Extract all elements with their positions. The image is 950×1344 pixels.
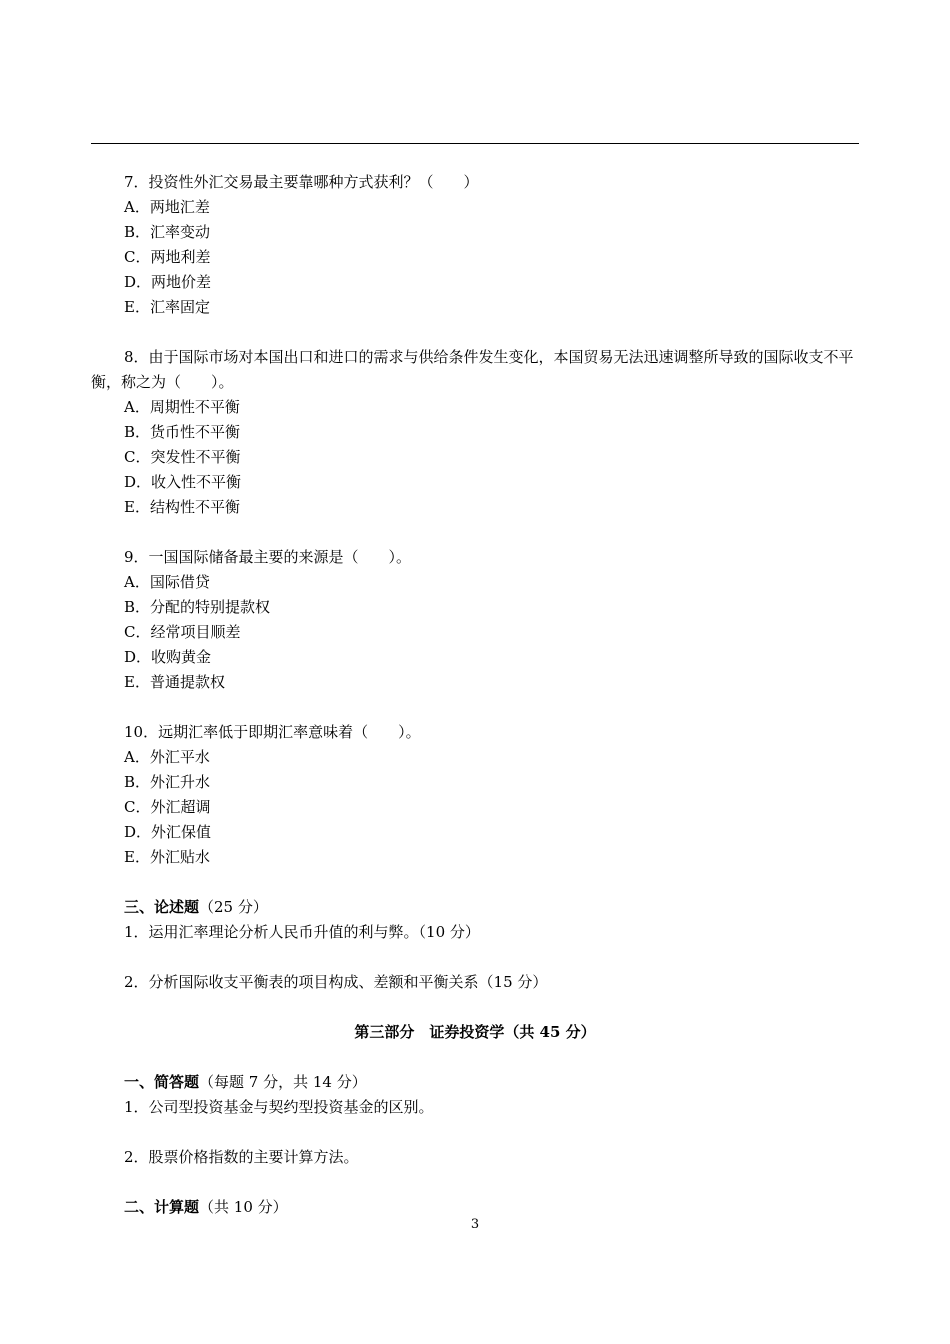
question-10 <box>91 720 859 870</box>
document-body <box>91 170 859 1220</box>
question-8 <box>91 345 859 520</box>
option: D．两地价差 <box>124 273 212 291</box>
short-answer-item: 1．公司型投资基金与契约型投资基金的区别。 <box>124 1098 434 1116</box>
option: D．收购黄金 <box>124 648 212 666</box>
option: B．货币性不平衡 <box>124 423 241 441</box>
part-title: 第三部分 证券投资学（共 45 分） <box>354 1023 596 1041</box>
calculation-heading-title: 二、计算题 <box>124 1198 200 1216</box>
essay-heading <box>91 895 859 920</box>
question-stem: 9．一国国际储备最主要的来源是（ ）。 <box>124 548 412 566</box>
option: E．汇率固定 <box>124 298 210 316</box>
option: B．汇率变动 <box>124 223 211 241</box>
option: D．收入性不平衡 <box>124 473 242 491</box>
option: C．经常项目顺差 <box>124 623 241 641</box>
option: E．结构性不平衡 <box>124 498 240 516</box>
short-answer-item: 2．股票价格指数的主要计算方法。 <box>124 1148 359 1166</box>
essay-heading-title: 三、论述题 <box>124 898 200 916</box>
option: C．外汇超调 <box>124 798 211 816</box>
essay-item: 1．运用汇率理论分析人民币升值的利与弊。（10 分） <box>124 923 480 941</box>
option: D．外汇保值 <box>124 823 212 841</box>
essay-item: 2．分析国际收支平衡表的项目构成、差额和平衡关系（15 分） <box>124 973 548 991</box>
page-number: 3 <box>470 1217 480 1232</box>
header-rule <box>91 143 859 144</box>
option: A．两地汇差 <box>124 198 210 216</box>
question-stem: 10．远期汇率低于即期汇率意味着（ ）。 <box>124 723 421 741</box>
essay-heading-note: （25 分） <box>199 898 268 916</box>
option: B．分配的特别提款权 <box>124 598 271 616</box>
question-stem: 7．投资性外汇交易最主要靠哪种方式获利？（ ） <box>124 173 479 191</box>
short-answer-heading-note: （每题 7 分，共 14 分） <box>199 1073 367 1091</box>
option: E．普通提款权 <box>124 673 225 691</box>
question-7 <box>91 170 859 320</box>
calculation-heading-note: （共 10 分） <box>199 1198 288 1216</box>
option: E．外汇贴水 <box>124 848 210 866</box>
question-9 <box>91 545 859 695</box>
short-answer-heading <box>91 1070 859 1095</box>
option: C．突发性不平衡 <box>124 448 241 466</box>
option: A．周期性不平衡 <box>124 398 240 416</box>
option: A．外汇平水 <box>124 748 210 766</box>
option: B．外汇升水 <box>124 773 211 791</box>
option: A．国际借贷 <box>124 573 210 591</box>
option: C．两地利差 <box>124 248 211 266</box>
question-stem: 8．由于国际市场对本国出口和进口的需求与供给条件发生变化，本国贸易无法迅速调整所导致的国际收支不平衡，称之为（ ）。 <box>91 348 854 391</box>
short-answer-heading-title: 一、简答题 <box>124 1073 200 1091</box>
